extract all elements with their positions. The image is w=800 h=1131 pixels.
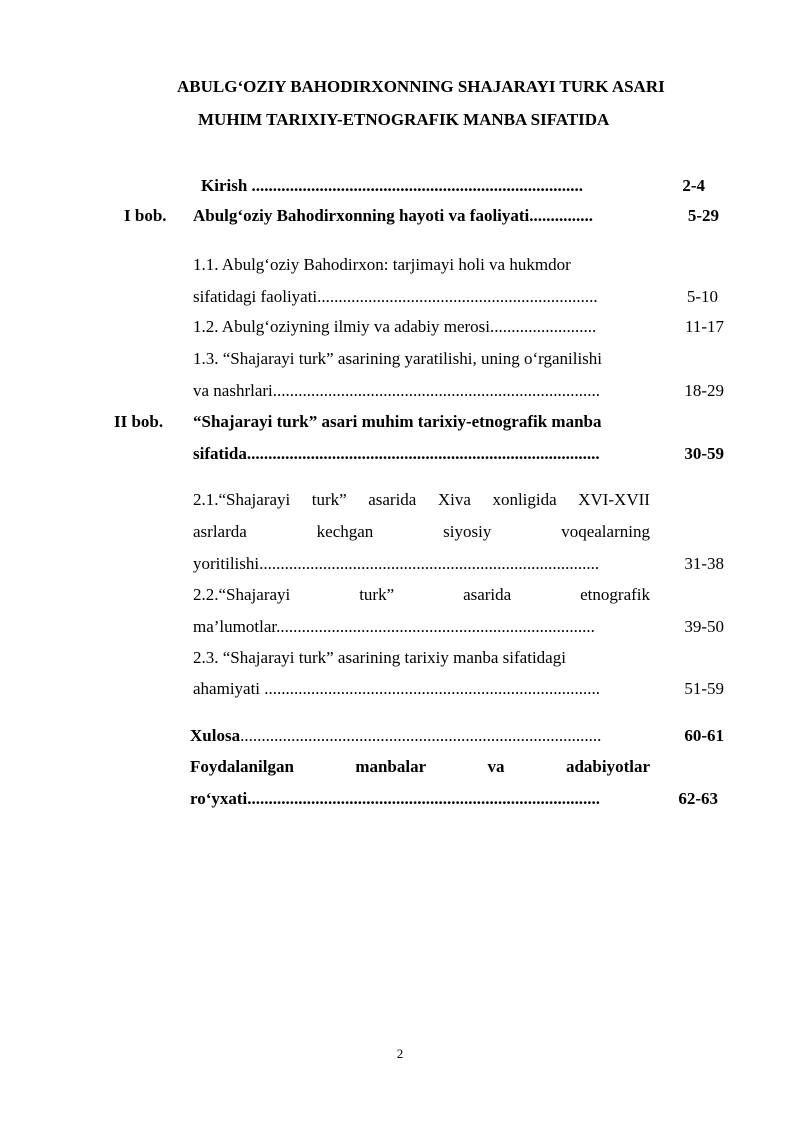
toc-references-line-2: ro‘yxati................................................................................... (190, 789, 601, 808)
section-2-3-pages: 51-59 (684, 679, 724, 698)
section-1-3-pages: 18-29 (684, 381, 724, 400)
word: xonligida (492, 490, 557, 509)
toc-references-line-1 (190, 757, 650, 777)
toc-conclusion-pages: 60-61 (684, 726, 724, 745)
word: etnografik (580, 585, 650, 604)
word: siyosiy (443, 522, 492, 541)
dot-leader: ..................................................................................... (240, 726, 602, 745)
section-1-2-pages: 11-17 (684, 317, 724, 336)
section-2-2-pages: 39-50 (684, 617, 724, 636)
section-1-3-line-1: 1.3. “Shajarayi turk” asarining yaratilishi, uning o‘rganilishi (193, 349, 603, 368)
section-2-1-line-3: yoritilishi................................................................................ (193, 554, 600, 573)
word: Foydalanilgan (190, 757, 294, 776)
section-2-2-line-1 (193, 585, 650, 605)
page-number: 2 (396, 1046, 404, 1061)
conclusion-label: Xulosa (190, 726, 241, 745)
word: kechgan (316, 522, 374, 541)
section-1-1-line-2: sifatidagi faoliyati.................................................................. (193, 287, 598, 306)
word: turk” (311, 490, 347, 509)
chapter-1-pages: 5-29 (687, 206, 719, 225)
chapter-1-title: Abulg‘oziy Bahodirxonning hayoti va faoliyati............... (193, 206, 594, 225)
chapter-2-title-line-1: “Shajarayi turk” asari muhim tarixiy-etnografik manba (193, 412, 602, 431)
word: asarida (368, 490, 417, 509)
word: voqealarning (561, 522, 650, 541)
section-2-3-line-1: 2.3. “Shajarayi turk” asarining tarixiy manba sifatidagi (193, 648, 566, 667)
chapter-1-label: I bob. (124, 206, 167, 225)
toc-intro-pages: 2-4 (682, 176, 705, 195)
section-1-1-line-1: 1.1. Abulg‘oziy Bahodirxon: tarjimayi holi va hukmdor (193, 255, 571, 274)
word: adabiyotlar (565, 757, 650, 776)
section-2-1-line-2 (193, 522, 650, 542)
section-1-2: 1.2. Abulg‘oziyning ilmiy va adabiy merosi......................... (193, 317, 597, 336)
word: va (487, 757, 505, 776)
section-1-3-line-2: va nashrlari............................................................................. (193, 381, 601, 400)
word: XVI-XVII (578, 490, 650, 509)
section-2-2-line-2: ma’lumotlar........................................................................... (193, 617, 595, 636)
chapter-2-label: II bob. (114, 412, 164, 431)
title-line-2: MUHIM TARIXIY-ETNOGRAFIK MANBA SIFATIDA (198, 110, 610, 129)
section-2-1-line-1 (193, 490, 650, 510)
word: turk” (359, 585, 395, 604)
section-2-3-line-2: ahamiyati ............................................................................... (193, 679, 601, 698)
title-line-1: ABULG‘OZIY BAHODIRXONNING SHAJARAYI TURK ASARI (177, 77, 665, 96)
toc-references-pages: 62-63 (678, 789, 718, 808)
toc-conclusion (190, 726, 601, 746)
word: 2.2.“Shajarayi (193, 585, 291, 604)
word: Xiva (437, 490, 471, 509)
section-1-1-pages: 5-10 (686, 287, 718, 306)
word: manbalar (355, 757, 427, 776)
toc-intro: Kirish .............................................................................. (201, 176, 584, 195)
word: asarida (463, 585, 512, 604)
section-2-1-pages: 31-38 (684, 554, 724, 573)
chapter-2-title-line-2: sifatida................................................................................... (193, 444, 600, 463)
chapter-2-pages: 30-59 (684, 444, 724, 463)
word: asrlarda (193, 522, 247, 541)
word: 2.1.“Shajarayi (193, 490, 291, 509)
